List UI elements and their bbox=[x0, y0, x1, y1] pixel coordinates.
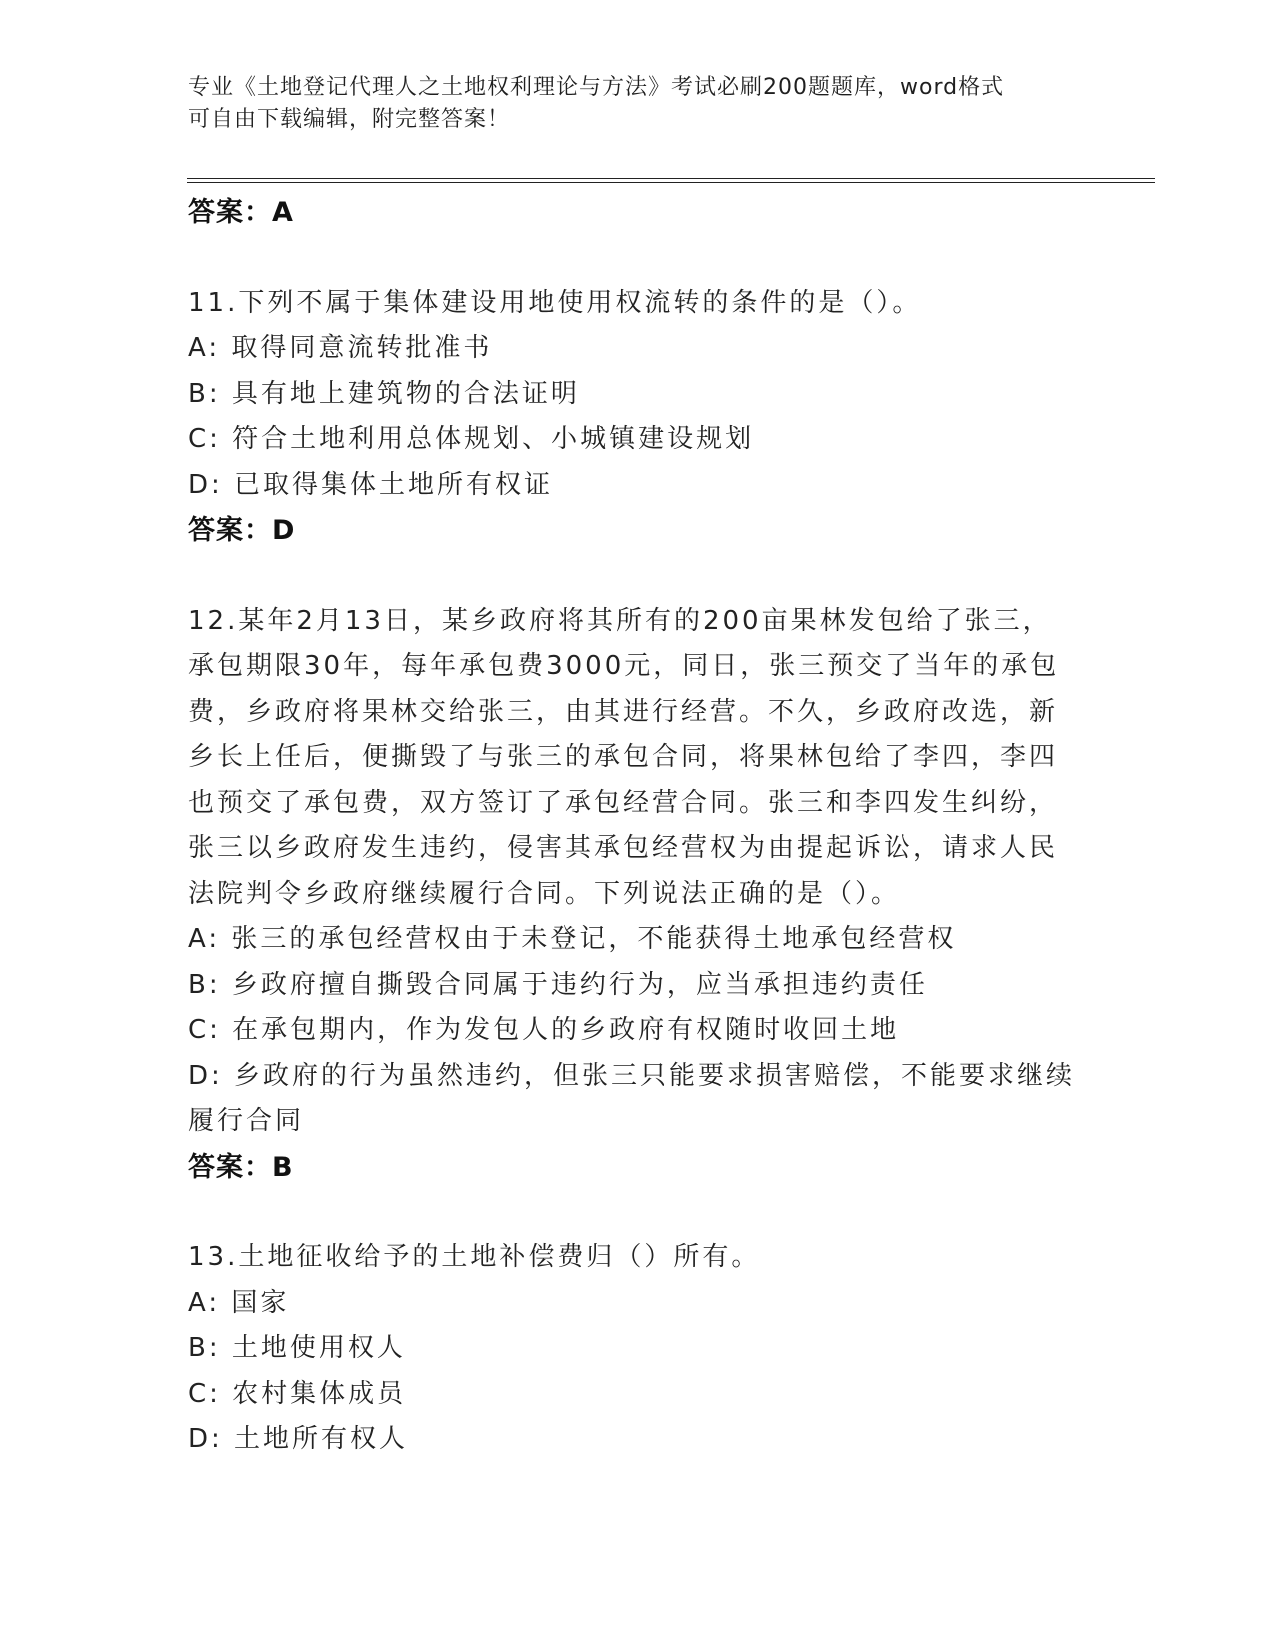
option-a: A: 张三的承包经营权由于未登记，不能获得土地承包经营权 bbox=[188, 924, 957, 954]
question-11 bbox=[188, 281, 1088, 554]
option-b: B: 具有地上建筑物的合法证明 bbox=[188, 378, 580, 409]
question-stem-line: 12.某年2月13日，某乡政府将其所有的200亩果林发包给了张三， bbox=[188, 605, 1052, 636]
previous-answer: 答案：A bbox=[188, 197, 294, 228]
option-c: C: 符合土地利用总体规划、小城镇建设规划 bbox=[188, 424, 755, 454]
question-stem-line: 法院判令乡政府继续履行合同。下列说法正确的是（）。 bbox=[188, 878, 901, 909]
header-line-1: 专业《土地登记代理人之土地权利理论与方法》考试必刷200题题库，word格式 bbox=[188, 75, 1005, 100]
option-d: D: 已取得集体土地所有权证 bbox=[188, 469, 554, 500]
question-list bbox=[188, 190, 1088, 1463]
option-a: A: 国家 bbox=[188, 1287, 290, 1318]
option-d-continued: 履行合同 bbox=[188, 1106, 305, 1136]
question-stem-line: 乡长上任后，便撕毁了与张三的承包合同，将果林包给了李四，李四 bbox=[188, 742, 1059, 772]
question-stem-line: 承包期限30年，每年承包费3000元，同日，张三预交了当年的承包 bbox=[188, 651, 1060, 681]
option-b: B: 乡政府擅自撕毁合同属于违约行为，应当承担违约责任 bbox=[188, 969, 928, 1000]
header-divider-bottom bbox=[187, 182, 1155, 183]
question-13 bbox=[188, 1235, 1088, 1463]
question-stem-line: 费，乡政府将果林交给张三，由其进行经营。不久，乡政府改选，新 bbox=[188, 696, 1059, 727]
option-a: A: 取得同意流转批准书 bbox=[188, 333, 493, 363]
option-c: C: 农村集体成员 bbox=[188, 1378, 407, 1409]
question-stem-line: 也预交了承包费，双方签订了承包经营合同。张三和李四发生纠纷， bbox=[188, 787, 1059, 818]
question-stem: 13.土地征收给予的土地补偿费归（）所有。 bbox=[188, 1242, 761, 1272]
document-header bbox=[188, 72, 1068, 136]
spacer bbox=[188, 236, 1088, 281]
spacer bbox=[188, 1190, 1088, 1235]
option-b: B: 土地使用权人 bbox=[188, 1333, 406, 1363]
question-stem-line: 张三以乡政府发生违约，侵害其承包经营权为由提起诉讼，请求人民 bbox=[188, 833, 1059, 863]
question-stem: 11.下列不属于集体建设用地使用权流转的条件的是（）。 bbox=[188, 287, 922, 318]
header-divider-top bbox=[187, 178, 1155, 179]
question-answer: 答案：D bbox=[188, 515, 296, 546]
header-line-2: 可自由下载编辑，附完整答案！ bbox=[188, 107, 511, 132]
option-d: D: 乡政府的行为虽然违约，但张三只能要求损害赔偿，不能要求继续 bbox=[188, 1060, 1076, 1091]
question-answer: 答案：B bbox=[188, 1151, 294, 1183]
spacer bbox=[188, 554, 1088, 599]
option-d: D: 土地所有权人 bbox=[188, 1424, 409, 1454]
question-12 bbox=[188, 599, 1088, 1191]
option-c: C: 在承包期内，作为发包人的乡政府有权随时收回土地 bbox=[188, 1015, 900, 1045]
